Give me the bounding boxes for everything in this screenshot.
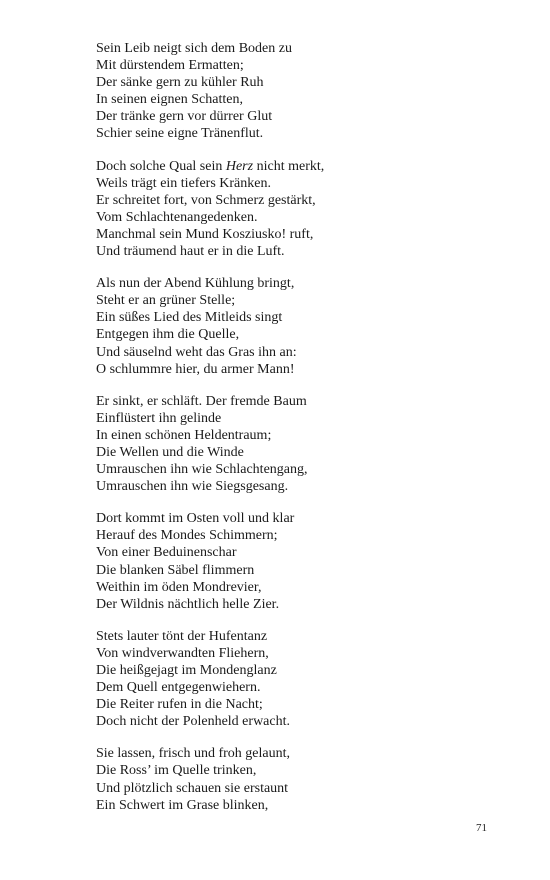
emphasized-word: Herz [225, 158, 254, 174]
poem-line: Als nun der Abend Kühlung bringt, [96, 276, 295, 292]
poem-line: Die blanken Säbel flimmern [96, 562, 255, 578]
poem-line: Die Reiter rufen in die Nacht; [96, 697, 263, 713]
poem-line: Vom Schlachtenangedenken. [96, 209, 258, 225]
poem-line: Die heißgejagt im Mondenglanz [96, 663, 277, 678]
poem-line: Dem Quell entgegenwiehern. [96, 680, 261, 696]
poem-line: Von windverwandten Fliehern, [96, 645, 269, 661]
poem-line: Herauf des Mondes Schimmern; [96, 528, 278, 544]
poem-line: Manchmal sein Mund Kosziusko! ruft, [96, 226, 314, 242]
poem-line: Dort kommt im Osten voll und klar [96, 511, 295, 527]
poem-line: Sein Leib neigt sich dem Boden zu [96, 41, 292, 56]
poem-line: Er sinkt, er schläft. Der fremde Baum [96, 393, 307, 409]
poem-line: Mit dürstendem Ermatten; [96, 58, 244, 74]
poem-text [96, 40, 516, 829]
poem-line: Von einer Beduinenschar [96, 545, 237, 561]
stanza [96, 393, 516, 496]
poem-line: Er schreitet fort, von Schmerz gestärkt, [96, 192, 316, 208]
stanza [96, 510, 516, 613]
stanza [96, 40, 516, 143]
poem-line: Der sänke gern zu kühler Ruh [96, 75, 264, 91]
poem-line: Der tränke gern vor dürrer Glut [96, 109, 273, 125]
stanza [96, 275, 516, 378]
poem-line: Umrauschen ihn wie Schlachtengang, [96, 462, 308, 478]
poem-line: Entgegen ihm die Quelle, [96, 327, 240, 343]
poem-line: Doch nicht der Polenheld erwacht. [96, 714, 290, 730]
poem-line: Umrauschen ihn wie Siegsgesang. [96, 479, 289, 495]
poem-line: Stets lauter tönt der Hufentanz [96, 628, 268, 644]
poem-line: In seinen eignen Schatten, [96, 92, 243, 108]
poem-line: Weithin im öden Mondrevier, [96, 579, 262, 595]
poem-line: Doch solche Qual sein Herz nicht merkt, [96, 158, 325, 174]
poem-line: Schier seine eigne Tränenflut. [96, 126, 264, 142]
poem-line: Einflüstert ihn gelinde [96, 410, 222, 426]
poem-line: Sie lassen, frisch und froh gelaunt, [96, 746, 291, 762]
poem-line: Und träumend haut er in die Luft. [96, 244, 285, 260]
page-number: 71 [476, 822, 487, 834]
poem-line: Steht er an grüner Stelle; [96, 293, 236, 309]
poem-line: Und säuselnd weht das Gras ihn an: [96, 344, 297, 360]
poem-line: Ein süßes Lied des Mitleids singt [96, 310, 283, 326]
poem-line: O schlummre hier, du armer Mann! [96, 361, 295, 377]
poem-line: Der Wildnis nächtlich helle Zier. [96, 596, 280, 612]
stanza [96, 745, 516, 813]
poem-line: In einen schönen Heldentraum; [96, 427, 272, 443]
poem-line: Die Ross’ im Quelle trinken, [96, 763, 257, 779]
stanza [96, 628, 516, 731]
poem-line: Ein Schwert im Grase blinken, [96, 797, 269, 813]
poem-line: Und plötzlich schauen sie erstaunt [96, 780, 289, 796]
poem-line: Weils trägt ein tiefers Kränken. [96, 175, 271, 191]
stanza [96, 158, 516, 261]
poem-line: Die Wellen und die Winde [96, 444, 244, 460]
